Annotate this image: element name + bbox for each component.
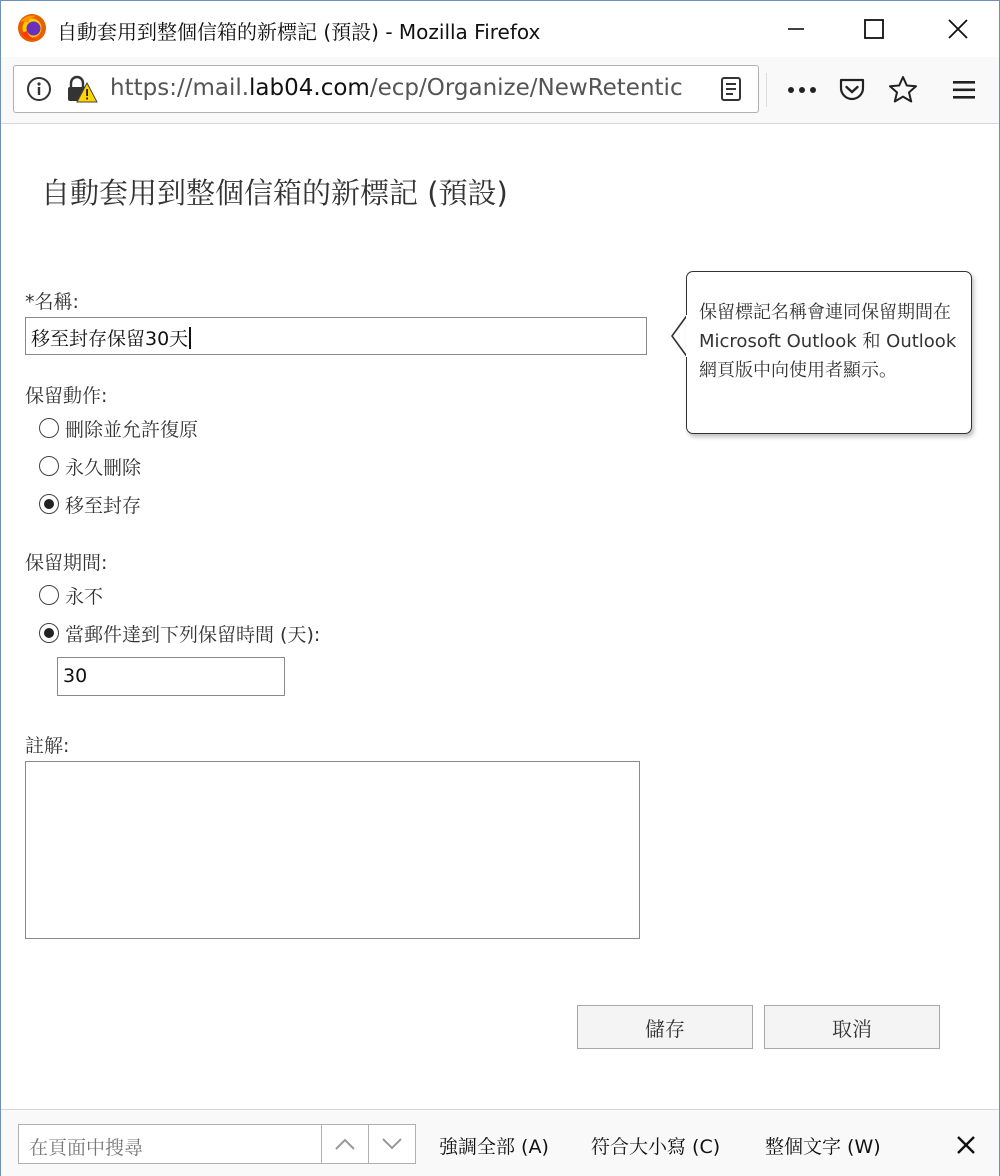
tooltip-arrow-joint <box>686 315 690 357</box>
close-icon <box>947 18 969 40</box>
retention-period-label: 保留期間: <box>25 552 108 574</box>
firefox-logo-icon <box>17 13 47 43</box>
radio-button[interactable] <box>39 418 59 438</box>
url-bar[interactable] <box>13 65 759 113</box>
insecure-lock-icon[interactable] <box>66 75 98 103</box>
cancel-button[interactable]: 取消 <box>764 1005 940 1049</box>
radio-button-selected[interactable] <box>39 623 59 643</box>
match-case-option[interactable]: 符合大小寫 (C) <box>591 1136 721 1158</box>
bookmark-button[interactable] <box>884 71 922 109</box>
close-find-bar-button[interactable] <box>949 1128 983 1162</box>
maximize-button[interactable] <box>849 7 899 51</box>
radio-label: 永不 <box>65 585 104 608</box>
radio-button[interactable] <box>39 456 59 476</box>
page-title: 自動套用到整個信箱的新標記 (預設) <box>41 176 508 210</box>
text-caret <box>189 327 191 349</box>
retention-action-label: 保留動作: <box>25 385 108 407</box>
window-title: 自動套用到整個信箱的新標記 (預設) - Mozilla Firefox <box>57 20 541 44</box>
radio-move-to-archive[interactable] <box>39 491 141 517</box>
page-actions-icon <box>786 85 818 95</box>
pocket-button[interactable] <box>833 71 871 109</box>
chevron-down-icon <box>381 1137 403 1151</box>
help-tooltip <box>686 271 972 434</box>
highlight-all-option[interactable]: 強調全部 (A) <box>439 1136 549 1158</box>
bookmark-star-icon <box>888 75 918 105</box>
find-bar <box>1 1109 999 1176</box>
find-next-button[interactable] <box>368 1124 416 1164</box>
find-previous-button[interactable] <box>321 1124 369 1164</box>
minimize-button[interactable] <box>771 7 821 51</box>
name-input-value: 移至封存保留30天 <box>31 328 189 350</box>
close-icon <box>956 1135 976 1155</box>
reader-view-icon[interactable] <box>718 76 744 102</box>
tooltip-text: 保留標記名稱會連同保留期間在 Microsoft Outlook 和 Outlook 網頁版中向使用者顯示。 <box>699 302 957 381</box>
toolbar-separator <box>766 73 767 107</box>
radio-never[interactable] <box>39 582 103 608</box>
url-text[interactable]: https://mail.lab04.com/ecp/Organize/NewRetentic <box>110 75 683 101</box>
radio-label: 移至封存 <box>65 494 142 517</box>
main-menu-button[interactable] <box>945 71 983 109</box>
chevron-up-icon <box>334 1137 356 1151</box>
title-bar <box>1 1 999 57</box>
find-in-page-input[interactable]: 在頁面中搜尋 <box>18 1124 322 1164</box>
close-window-button[interactable] <box>933 7 983 51</box>
radio-label: 永久刪除 <box>65 456 142 479</box>
comment-label: 註解: <box>25 735 70 757</box>
minimize-icon <box>786 19 806 39</box>
whole-words-option[interactable]: 整個文字 (W) <box>765 1136 881 1158</box>
name-label: *名稱: <box>25 291 79 313</box>
page-actions-button[interactable] <box>783 71 821 109</box>
radio-button[interactable] <box>39 585 59 605</box>
maximize-icon <box>863 18 885 40</box>
radio-button-selected[interactable] <box>39 494 59 514</box>
radio-delete-allow-recovery[interactable] <box>39 415 198 441</box>
name-input[interactable] <box>25 317 647 355</box>
info-icon[interactable] <box>26 76 52 102</box>
hamburger-menu-icon <box>952 79 976 101</box>
pocket-icon <box>838 77 866 103</box>
retention-days-input[interactable]: 30 <box>57 657 285 696</box>
radio-label: 刪除並允許復原 <box>65 418 199 441</box>
radio-label: 當郵件達到下列保留時間 (天): <box>65 623 321 646</box>
comment-textarea[interactable] <box>25 761 640 939</box>
radio-permanently-delete[interactable] <box>39 453 141 479</box>
navigation-bar <box>1 57 999 124</box>
radio-when-item-reaches-age[interactable] <box>39 620 320 646</box>
save-button[interactable]: 儲存 <box>577 1005 753 1049</box>
